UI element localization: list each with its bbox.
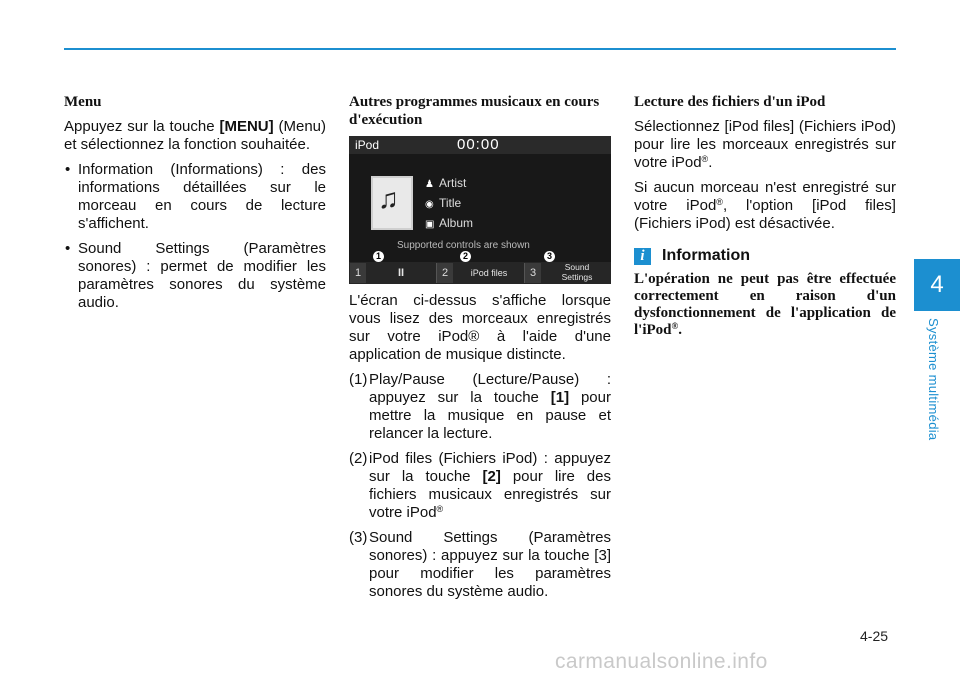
ipod-files-para1: Sélectionnez [iPod files] (Fichiers iPod) pour lire les morceaux enregistrés sur votre iPod®. — [634, 118, 896, 171]
disc-icon: ◉ — [425, 199, 434, 210]
menu-heading: Menu — [64, 94, 102, 110]
column-menu — [64, 93, 326, 319]
chapter-number-tab: 4 — [914, 259, 960, 311]
menu-key: [MENU] — [219, 118, 274, 135]
sound-settings-button: Sound Settings — [561, 262, 593, 282]
callout-marker-3: 3 — [544, 251, 555, 262]
album-art — [371, 176, 413, 230]
other-apps-heading: Autres programmes musicaux en cours d'exécution — [349, 94, 600, 128]
button-2-number: 2 — [437, 263, 453, 283]
screen-time: 00:00 — [457, 136, 500, 153]
chapter-title: Système multimédia — [926, 318, 941, 441]
page-number: 4-25 — [860, 628, 889, 644]
album-icon: ▣ — [425, 219, 435, 230]
information-title: Information — [662, 247, 750, 264]
ipod-files-heading: Lecture des fichiers d'un iPod — [634, 94, 826, 110]
information-header — [634, 247, 896, 265]
callout-marker-2: 2 — [460, 251, 471, 262]
title-row: ◉ Title — [425, 196, 462, 210]
info-icon: i — [634, 248, 651, 265]
ipod-screen-image — [349, 136, 611, 284]
column-ipod-files — [634, 93, 896, 339]
album-row: ▣ Album — [425, 216, 474, 230]
column-other-apps — [349, 93, 611, 608]
bullet-information: • Information (Informations) : des informations détaillées sur le morceau en cours de lecture s'affichent. — [64, 161, 326, 233]
bullet-sound-settings: • Sound Settings (Paramètres sonores) : permet de modifier les paramètres sonores du système audio. — [64, 240, 326, 312]
artist-row: ♟ Artist — [425, 176, 467, 190]
person-icon: ♟ — [425, 179, 434, 190]
item-ipod-files: (2) iPod files (Fichiers iPod) : appuyez sur la touche [2] pour lire des fichiers musicaux enregistrés sur votre iPod® — [349, 450, 611, 521]
play-pause-button: II — [397, 267, 405, 279]
item-play-pause: (1) Play/Pause (Lecture/Pause) : appuyez sur la touche [1] pour mettre la musique en pause et relancer la lecture. — [349, 371, 611, 442]
watermark: carmanualsonline.info — [555, 650, 768, 673]
screen-description: L'écran ci-dessus s'affiche lorsque vous lisez des morceaux enregistrés sur votre iPod® à l'aide d'une application de musique distincte. — [349, 292, 611, 363]
supported-controls-text: Supported controls are shown — [397, 240, 530, 251]
callout-marker-1: 1 — [373, 251, 384, 262]
ipod-files-para2: Si aucun morceau n'est enregistré sur votre iPod®, l'option [iPod files] (Fichiers iPod) est désactivée. — [634, 179, 896, 232]
music-note-icon: ♫ — [378, 183, 399, 214]
ipod-files-button: iPod files — [470, 268, 508, 278]
item-sound-settings: (3) Sound Settings (Paramètres sonores) : appuyez sur la touche [3] pour modifier les paramètres sonores du système audio. — [349, 529, 611, 600]
menu-intro: Appuyez sur la touche [MENU] (Menu) et sélectionnez la fonction souhaitée. — [64, 118, 327, 153]
information-body: L'opération ne peut pas être effectuée correctement en raison d'un dysfonctionnement de l'application de l'iPod®. — [634, 271, 896, 338]
button-3-number: 3 — [525, 263, 541, 283]
top-rule — [64, 48, 896, 50]
screen-source-label: iPod — [355, 138, 380, 152]
button-1-number: 1 — [350, 263, 366, 283]
